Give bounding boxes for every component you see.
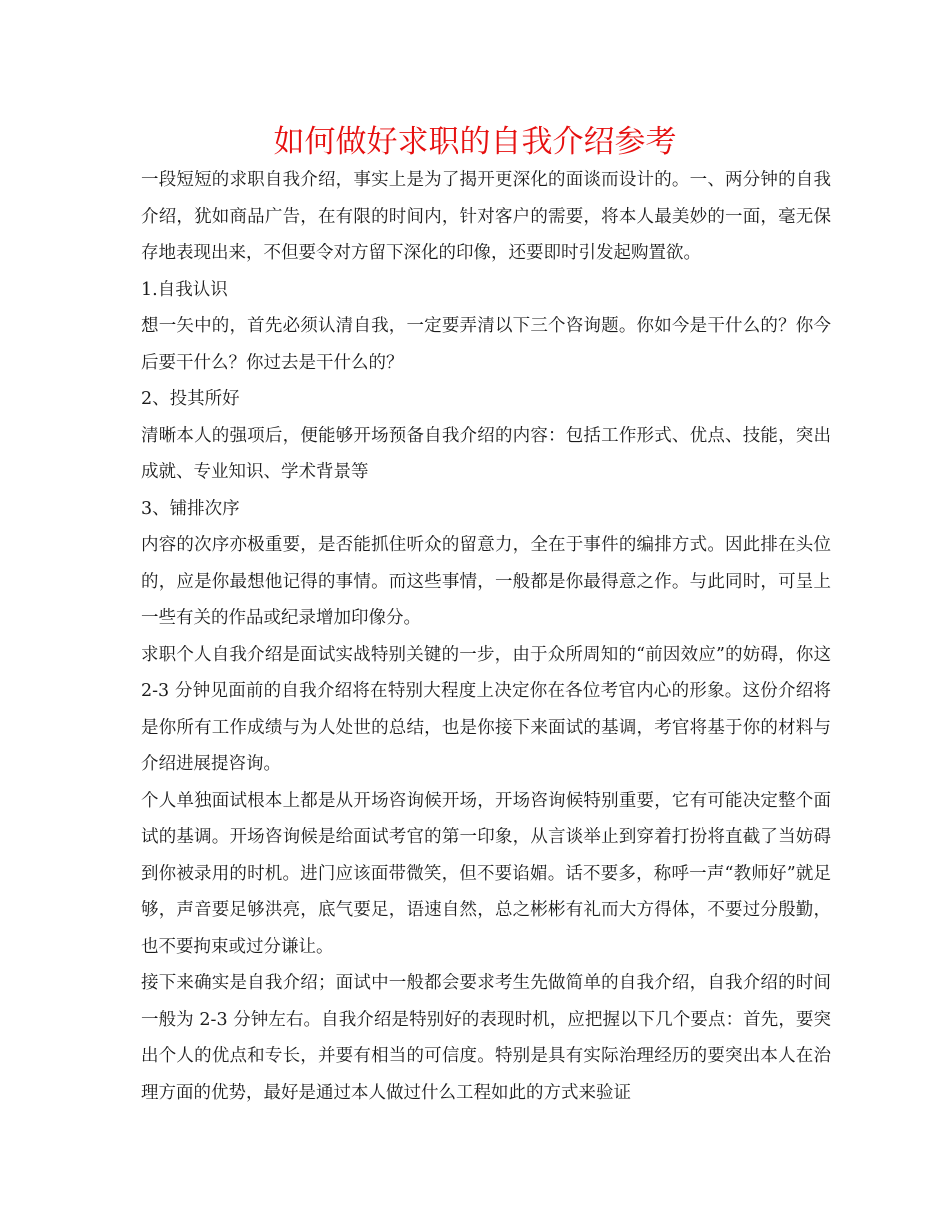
document-body bbox=[141, 162, 831, 1111]
self-introduction-tips-paragraph: 接下来确实是自我介绍；面试中一般都会要求考生先做简单的自我介绍，自我介绍的时间一般为 2-3 分钟左右。自我介绍是特别好的表现时机，应把握以下几个要点：首先，要突出个人的优点和专长，并要有相当的可信度。特别是具有实际治理经历的要突出本人在治理方面的优势，最好是通过本人做过什么工程如此的方式来验证 bbox=[141, 973, 831, 1103]
document-title: 如何做好求职的自我介绍参考 bbox=[273, 124, 677, 160]
cater-paragraph: 清晰本人的强项后，便能够开场预备自我介绍的内容：包括工作形式、优点、技能，突出成就、专业知识、学术背景等 bbox=[141, 425, 831, 482]
order-paragraph: 内容的次序亦极重要，是否能抓住听众的留意力，全在于事件的编排方式。因此排在头位的，应是你最想他记得的事情。而这些事情，一般都是你最得意之作。与此同时，可呈上一些有关的作品或纪录增加印像分。 bbox=[141, 535, 831, 628]
section-heading-self-awareness: 1.自我认识 bbox=[141, 279, 228, 300]
interview-importance-paragraph: 求职个人自我介绍是面试实战特别关键的一步，由于众所周知的“前因效应”的妨碍，你这 2-3 分钟见面前的自我介绍将在特别大程度上决定你在各位考官内心的形象。这份介绍将是你所有工作成绩与为人处世的总结，也是你接下来面试的基调，考官将基于你的材料与介绍进展提咨询。 bbox=[141, 644, 831, 774]
opening-greeting-paragraph: 个人单独面试根本上都是从开场咨询候开场，开场咨询候特别重要，它有可能决定整个面试的基调。开场咨询候是给面试考官的第一印象，从言谈举止到穿着打扮将直截了当妨碍到你被录用的时机。进门应该面带微笑，但不要谄媚。话不要多，称呼一声“教师好”就足够，声音要足够洪亮，底气要足，语速自然，总之彬彬有礼而大方得体，不要过分殷勤，也不要拘束或过分谦让。 bbox=[141, 790, 831, 957]
section-heading-cater: 2、投其所好 bbox=[141, 389, 240, 409]
intro-paragraph: 一段短短的求职自我介绍，事实上是为了揭开更深化的面谈而设计的。一、两分钟的自我介绍，犹如商品广告，在有限的时间内，针对客户的需要，将本人最美妙的一面，毫无保存地表现出来，不但要令对方留下深化的印像，还要即时引发起购置欲。 bbox=[141, 170, 831, 263]
self-awareness-paragraph: 想一矢中的，首先必须认清自我，一定要弄清以下三个咨询题。你如今是干什么的？你今后要干什么？你过去是干什么的？ bbox=[141, 316, 831, 373]
section-heading-order: 3、铺排次序 bbox=[141, 498, 240, 519]
